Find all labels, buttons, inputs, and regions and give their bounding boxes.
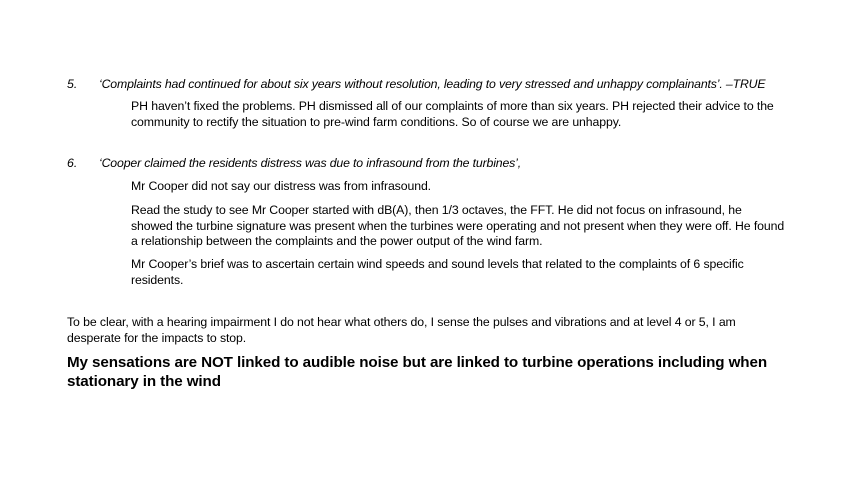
item-6-quote: ‘Cooper claimed the residents distress was due to infrasound from the turbines’, <box>99 156 522 170</box>
item-6-response-1: Mr Cooper did not say our distress was from infrasound. <box>131 179 432 193</box>
item-6-response-2: Read the study to see Mr Cooper started with dB(A), then 1/3 octaves, the FFT. He did not focus on infrasound, he showed the turbine signature was present when the turbines were operating and not present when they were off. He found a relationship between the complaints and the power output of the wind farm. <box>131 203 785 249</box>
item-5-response: PH haven’t fixed the problems. PH dismissed all of our complaints of more than six years. PH rejected their advice to the community to rectify the situation to pre-wind farm conditions. So of course we are unhappy. <box>131 99 774 129</box>
item-number-6: 6. <box>67 156 78 170</box>
item-number-5: 5. <box>67 77 78 91</box>
conclusion-statement: My sensations are NOT linked to audible noise but are linked to turbine operations including when stationary in the wind <box>67 354 767 390</box>
item-5-quote: ‘Complaints had continued for about six years without resolution, leading to very stressed and unhappy complainants’. –TRUE <box>99 77 766 91</box>
clarification-paragraph: To be clear, with a hearing impairment I do not hear what others do, I sense the pulses and vibrations and at level 4 or 5, I am desperate for the impacts to stop. <box>67 315 736 345</box>
item-6-response-3: Mr Cooper’s brief was to ascertain certain wind speeds and sound levels that related to the complaints of 6 specific residents. <box>131 257 744 287</box>
